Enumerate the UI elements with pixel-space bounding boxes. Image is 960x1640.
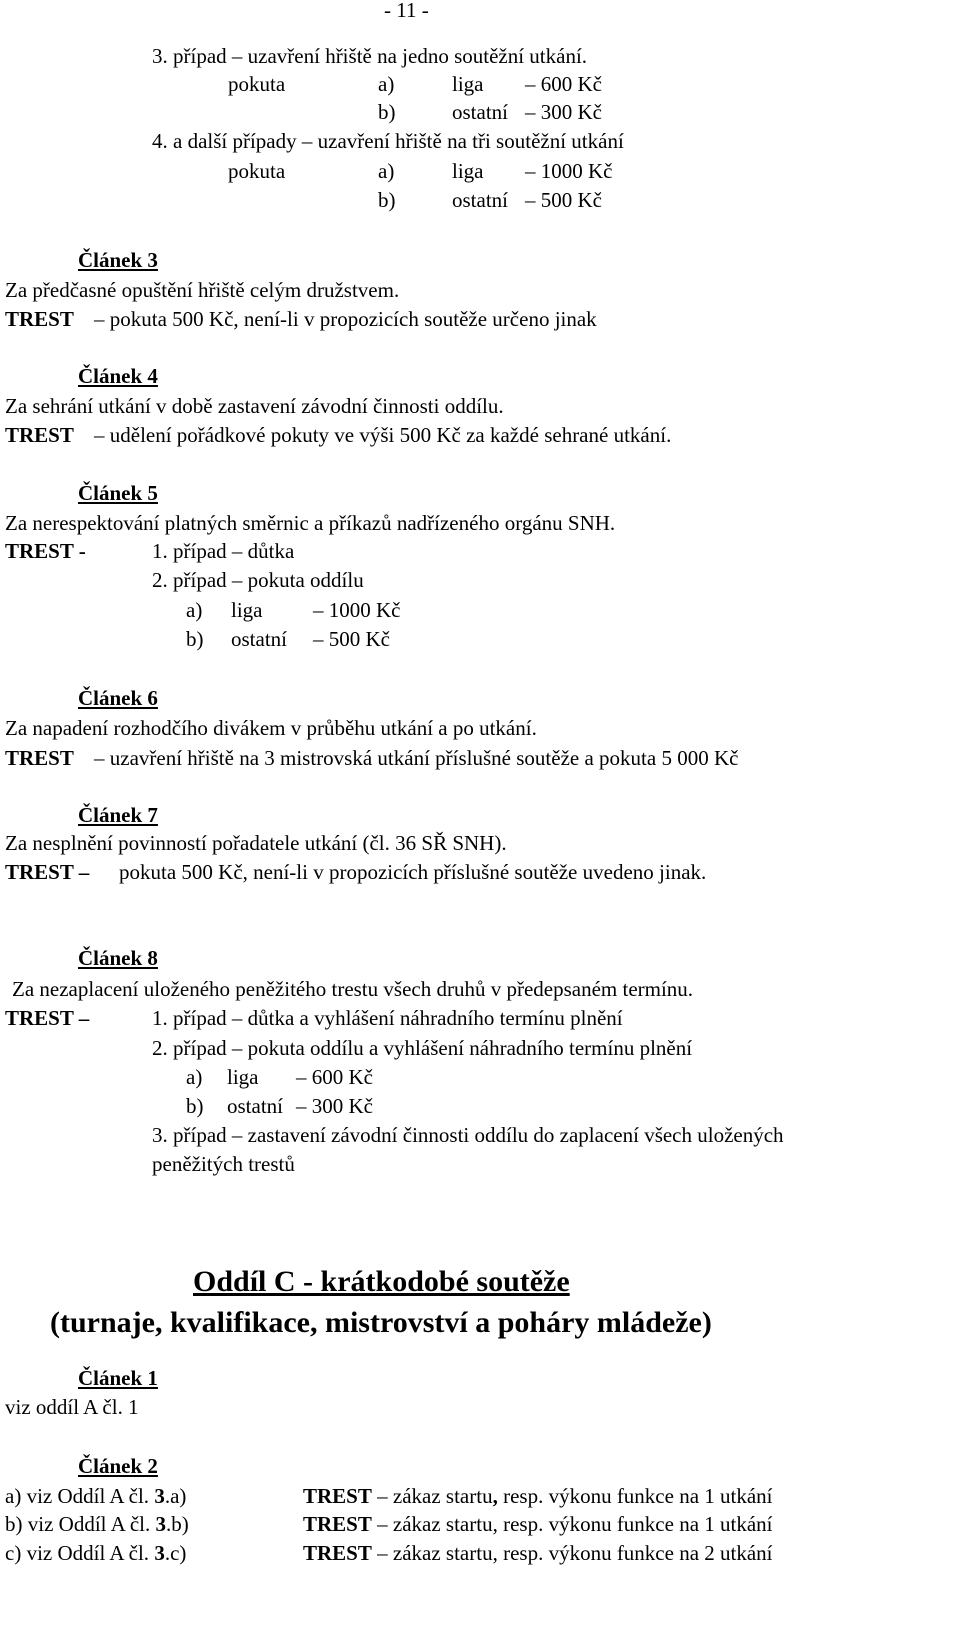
article-5-case-2: 2. případ – pokuta oddílu xyxy=(152,568,364,592)
article-3-heading: Článek 3 xyxy=(78,248,158,272)
article-8-heading: Článek 8 xyxy=(78,946,158,970)
article-5-a-amount: – 1000 Kč xyxy=(313,598,401,622)
case3-title: 3. případ – uzavření hřiště na jedno soutěžní utkání. xyxy=(152,44,588,68)
section-c-article-2-trest-c: TREST – zákaz startu, resp. výkonu funkce na 2 utkání xyxy=(303,1541,773,1565)
article-7-text: Za nesplnění povinností pořadatele utkání (čl. 36 SŘ SNH). xyxy=(5,831,507,855)
article-6-trest-label: TREST xyxy=(5,746,74,770)
case4-b-category: ostatní xyxy=(452,188,508,212)
case4-title: 4. a další případy – uzavření hřiště na tři soutěžní utkání xyxy=(152,129,624,153)
case4-a-amount: – 1000 Kč xyxy=(525,159,613,183)
case4-fine-label: pokuta xyxy=(228,159,286,183)
article-8-trest-label: TREST – xyxy=(5,1006,90,1030)
section-c-subtitle: (turnaje, kvalifikace, mistrovství a poháry mládeže) xyxy=(50,1306,712,1339)
article-3-trest-text: – pokuta 500 Kč, není-li v propozicích soutěže určeno jinak xyxy=(94,307,597,331)
case4-a-letter: a) xyxy=(378,159,395,183)
article-4-trest-label: TREST xyxy=(5,423,74,447)
article-7-heading: Článek 7 xyxy=(78,803,158,827)
article-5-b-letter: b) xyxy=(186,627,204,651)
article-5-case-1: 1. případ – důtka xyxy=(152,539,295,563)
section-c-title: Oddíl C - krátkodobé soutěže xyxy=(193,1265,570,1298)
article-6-text: Za napadení rozhodčího divákem v průběhu utkání a po utkání. xyxy=(5,716,537,740)
case3-b-letter: b) xyxy=(378,100,396,124)
article-7-trest-label: TREST – xyxy=(5,860,90,884)
article-8-case-3-line-1: 3. případ – zastavení závodní činnosti oddílu do zaplacení všech uložených xyxy=(152,1123,784,1147)
article-8-a-amount: – 600 Kč xyxy=(296,1065,373,1089)
article-5-b-category: ostatní xyxy=(231,627,287,651)
case3-a-letter: a) xyxy=(378,72,395,96)
section-c-article-2-ref-b: b) viz Oddíl A čl. 3.b) xyxy=(5,1512,189,1536)
case4-a-category: liga xyxy=(452,159,484,183)
article-3-text: Za předčasné opuštění hřiště celým družstvem. xyxy=(5,278,400,302)
article-4-text: Za sehrání utkání v době zastavení závodní činnosti oddílu. xyxy=(5,394,504,418)
article-7-trest-text: pokuta 500 Kč, není-li v propozicích příslušné soutěže uvedeno jinak. xyxy=(119,860,707,884)
article-4-trest-text: – udělení pořádkové pokuty ve výši 500 Kč za každé sehrané utkání. xyxy=(94,423,672,447)
article-8-text: Za nezaplacení uloženého peněžitého trestu všech druhů v předepsaném termínu. xyxy=(12,977,694,1001)
section-c-article-2-trest-a: TREST – zákaz startu, resp. výkonu funkce na 1 utkání xyxy=(303,1484,773,1508)
section-c-article-2-ref-c: c) viz Oddíl A čl. 3.c) xyxy=(5,1541,187,1565)
case3-a-amount: – 600 Kč xyxy=(525,72,602,96)
section-c-article-1-heading: Článek 1 xyxy=(78,1366,158,1390)
article-8-case-3-line-2: peněžitých trestů xyxy=(152,1152,295,1176)
section-c-article-1-text: viz oddíl A čl. 1 xyxy=(5,1395,139,1419)
article-8-case-2: 2. případ – pokuta oddílu a vyhlášení náhradního termínu plnění xyxy=(152,1036,693,1060)
case3-b-amount: – 300 Kč xyxy=(525,100,602,124)
case3-fine-label: pokuta xyxy=(228,72,286,96)
article-8-a-letter: a) xyxy=(186,1065,203,1089)
article-6-trest-text: – uzavření hřiště na 3 mistrovská utkání příslušné soutěže a pokuta 5 000 Kč xyxy=(94,746,739,770)
article-5-b-amount: – 500 Kč xyxy=(313,627,390,651)
section-c-article-2-heading: Článek 2 xyxy=(78,1454,158,1478)
case4-b-amount: – 500 Kč xyxy=(525,188,602,212)
article-8-b-category: ostatní xyxy=(227,1094,283,1118)
section-c-article-2-ref-a: a) viz Oddíl A čl. 3.a) xyxy=(5,1484,187,1508)
article-8-b-amount: – 300 Kč xyxy=(296,1094,373,1118)
article-5-a-category: liga xyxy=(231,598,263,622)
case3-b-category: ostatní xyxy=(452,100,508,124)
article-8-a-category: liga xyxy=(227,1065,259,1089)
article-4-heading: Článek 4 xyxy=(78,364,158,388)
article-8-case-1: 1. případ – důtka a vyhlášení náhradního termínu plnění xyxy=(152,1006,623,1030)
article-3-trest-label: TREST xyxy=(5,307,74,331)
section-c-article-2-trest-b: TREST – zákaz startu, resp. výkonu funkce na 1 utkání xyxy=(303,1512,773,1536)
article-5-trest-label: TREST - xyxy=(5,539,86,563)
case4-b-letter: b) xyxy=(378,188,396,212)
article-8-b-letter: b) xyxy=(186,1094,204,1118)
page-number: - 11 - xyxy=(384,0,429,22)
case3-a-category: liga xyxy=(452,72,484,96)
article-5-heading: Článek 5 xyxy=(78,481,158,505)
article-5-a-letter: a) xyxy=(186,598,203,622)
article-6-heading: Článek 6 xyxy=(78,686,158,710)
article-5-text: Za nerespektování platných směrnic a příkazů nadřízeného orgánu SNH. xyxy=(5,511,616,535)
